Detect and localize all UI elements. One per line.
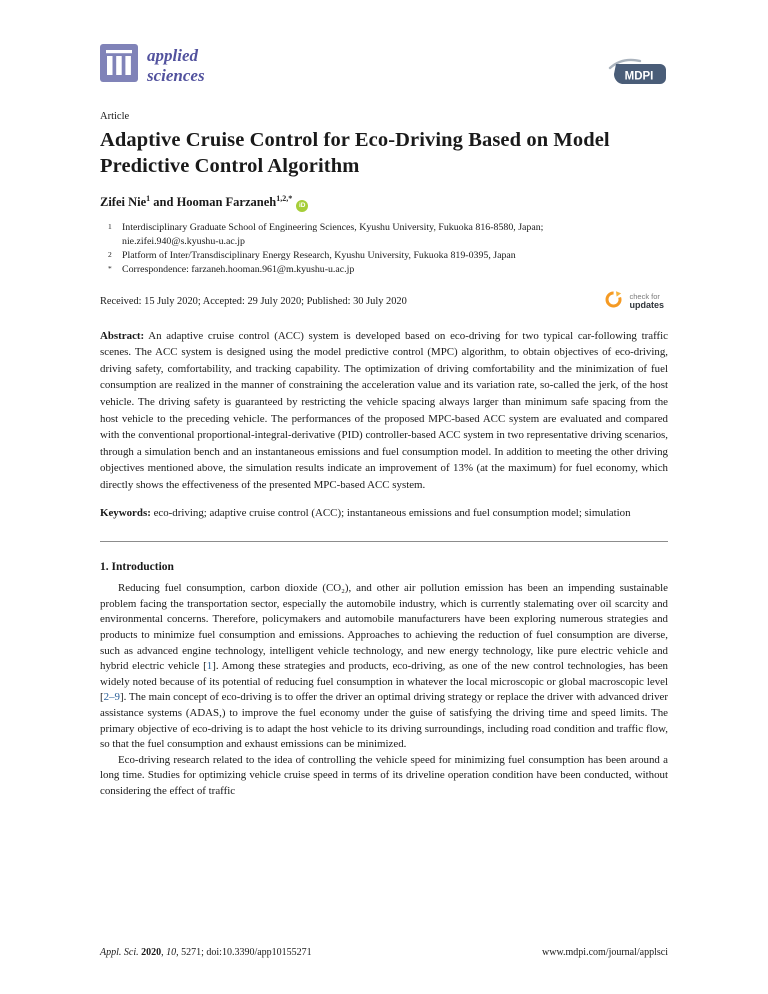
paragraph-text: Reducing fuel consumption, carbon dioxide (CO₂), and other air pollution emission has been an impending sustainable problem facing the transportation sector, especially the automobile industry, which is currently stalemating over oil scarcity and environmental concerns. Therefore, policymakers and automobile manufacturers have been exploring numerous strategies and products to minimize fuel consumption and emissions. Approaches to achieving the reduction of fuel consumption are diverse, such as advanced engine technology, intelligent vehicle technology, and new energy technology, like pure electric vehicle and hybrid electric vehicle [ (100, 582, 668, 673)
authors-line (100, 194, 668, 212)
footer-journal-url[interactable]: www.mdpi.com/journal/applsci (542, 947, 668, 958)
intro-paragraph-2: Eco-driving research related to the idea of controlling the vehicle speed for minimizing fuel consumption has been around a long time. Studies for optimizing vehicle cruise speed in terms of its driveline operation condition have been conducted, without considering the effect of traffic (100, 753, 668, 797)
correspondence-text: Correspondence: farzaneh.hooman.961@m.kyushu-u.ac.jp (122, 263, 355, 275)
keywords-text: eco-driving; adaptive cruise control (ACC); instantaneous emissions and fuel consumption model; simulation (153, 506, 631, 519)
citation-ref-2-9[interactable]: 2–9 (103, 691, 120, 704)
mdpi-logo (606, 56, 668, 95)
page-footer (100, 947, 668, 958)
correspondence-row (100, 263, 668, 277)
journal-logo (100, 44, 205, 87)
abstract-text: An adaptive cruise control (ACC) system is developed based on eco-driving for two typical car-following traffic scenes. The ACC system is designed using the model predictive control (MPC) algorithm, to obtain objectives of eco-driving, driving safety, comfortability, and tracking capability. The optimization of driving comfortability and the minimization of fuel consumption are realized in the manner of constraining the acceleration value and its variation rate, so-called the jerk, of the host vehicle. The driving safety is guaranteed by restricting the vehicle spacing always larger than minimum safe spacing from the host vehicle to the preceding vehicle. The performances of the proposed MPC-based ACC system are evaluated and compared with the conventional proportional-integral-derivative (PID) controller-based ACC system in two representative driving scenarios, through a simulation bench and an instantaneous emissions and fuel consumption model. In addition to meeting the other driving objectives mentioned above, the simulation results indicate an improvement of 13% (at the maximum) for fuel economy, which directly shows the effectiveness of the presented MPC-based ACC system. (100, 329, 668, 491)
journal-name-word1: applied (147, 45, 198, 65)
footer-sep: , (161, 947, 167, 958)
abstract-paragraph (100, 328, 668, 494)
updates-label: updates (629, 299, 664, 310)
affiliation-row (100, 249, 668, 263)
page-content (100, 44, 668, 800)
affiliation-text: Interdisciplinary Graduate School of Engineering Sciences, Kyushu University, Fukuoka 816-8580, Japan; nie.zifei.940@s.kyushu-u.ac.jp (122, 221, 544, 247)
crossmark-icon (604, 290, 623, 314)
check-for-updates-text (629, 293, 664, 311)
masthead (100, 44, 668, 95)
affiliation-marker: 2 (108, 249, 112, 259)
footer-article-number: , 5271; (176, 947, 207, 958)
correspondence-marker: * (108, 263, 112, 273)
intro-paragraph-1 (100, 581, 668, 753)
journal-name (147, 46, 205, 85)
footer-citation (100, 947, 312, 958)
affiliation-row (100, 221, 668, 249)
publication-history: Received: 15 July 2020; Accepted: 29 July 2020; Published: 30 July 2020 (100, 296, 407, 308)
footer-volume: 10 (166, 947, 177, 958)
footer-year: 2020 (141, 947, 162, 958)
author-2-name: Hooman Farzaneh (176, 195, 277, 210)
paragraph-text: ]. Among these strategies and products, eco-driving, as one of the new control technologies, has been widely noted because of its potential of reducing fuel consumption in whatever the local microscopic or global macroscopic level [ (100, 660, 668, 704)
check-for-updates-badge[interactable] (604, 290, 664, 314)
authors-connector: and (150, 195, 177, 210)
affiliation-marker: 1 (108, 221, 112, 231)
history-row (100, 290, 668, 314)
orcid-icon[interactable]: iD (296, 200, 308, 212)
keywords-paragraph (100, 505, 668, 522)
journal-name-word2: sciences (147, 65, 205, 85)
footer-doi-link[interactable]: doi:10.3390/app10155271 (206, 947, 312, 958)
keywords-label: Keywords: (100, 506, 151, 519)
check-for-label: check for (629, 291, 660, 301)
abstract-label: Abstract: (100, 329, 145, 342)
citation-ref-1[interactable]: 1 (206, 660, 213, 673)
applied-sciences-logo-icon (100, 44, 138, 87)
author-1-affiliation-sup: 1 (146, 194, 151, 203)
mdpi-logo-text: MDPI (624, 70, 654, 83)
article-type-label: Article (100, 111, 130, 122)
paragraph-text: ]. The main concept of eco-driving is to offer the driver an optimal driving strategy or replace the driver with advanced driver assistance systems (ADAS,) to improve the fuel economy under the guise of satisfying the driving time and speed limits. The primary objective of eco-driving is to adapt the host vehicle to its driving surroundings, including road condition and traffic flow, so that the fuel consumption and exhaust emissions can be minimized. (100, 691, 668, 751)
affiliation-text: Platform of Inter/Transdisciplinary Energy Research, Kyushu University, Fukuoka 819-0395, Japan (122, 249, 516, 261)
author-2-affiliation-sup: 1,2,* (276, 194, 293, 203)
section-heading-introduction: 1. Introduction (100, 561, 174, 574)
footer-journal-abbrev: Appl. Sci. (100, 947, 139, 958)
paper-title: Adaptive Cruise Control for Eco-Driving Based on Model Predictive Control Algorithm (100, 129, 610, 177)
author-1-name: Zifei Nie (100, 195, 147, 210)
affiliations-block (100, 221, 668, 277)
section-divider (100, 541, 668, 542)
